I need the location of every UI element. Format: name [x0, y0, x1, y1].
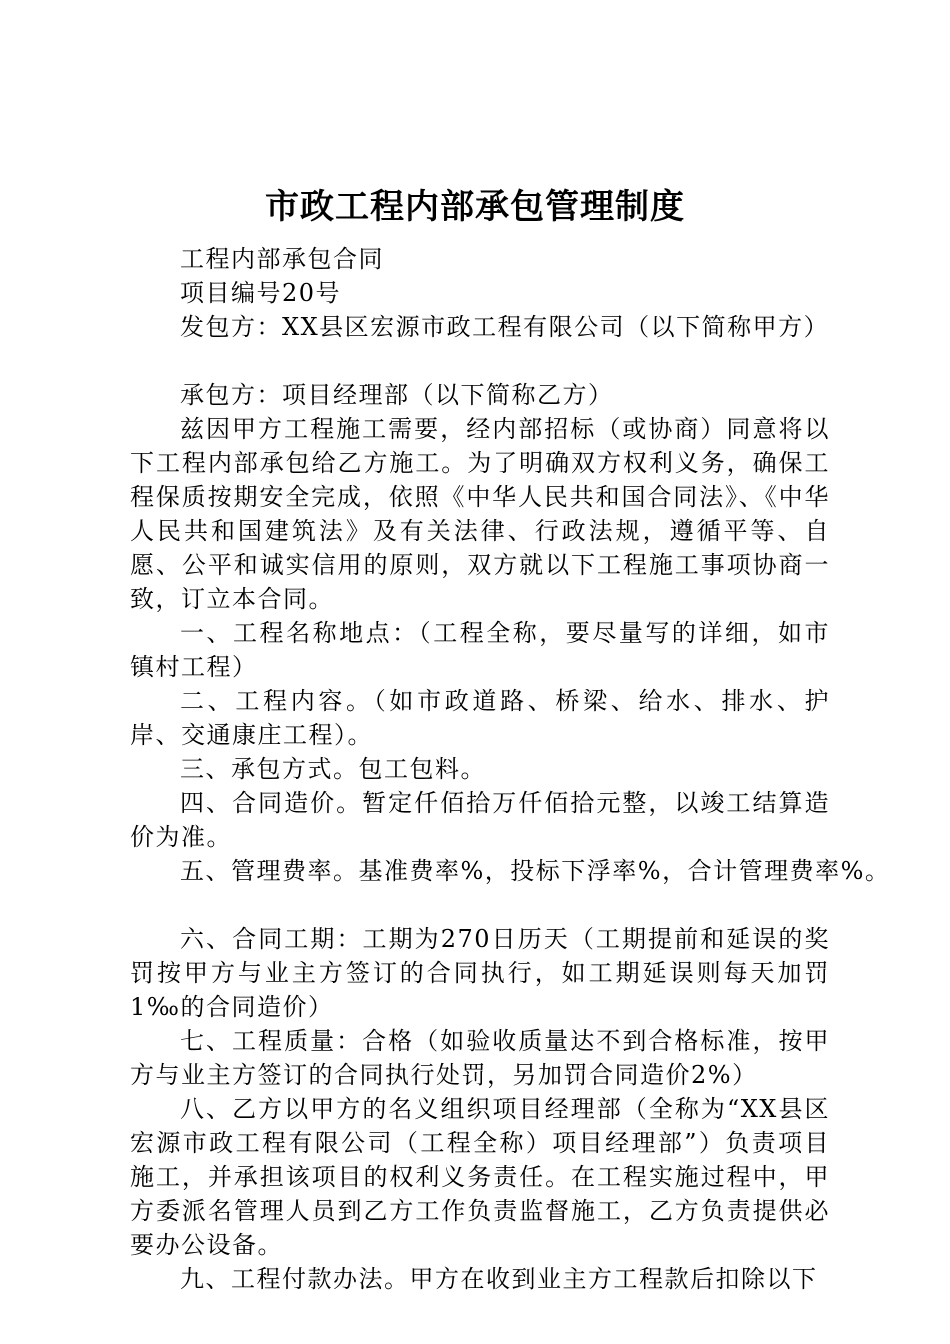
clause-3: 三、承包方式。包工包料。: [180, 755, 486, 783]
clause-5: 五、管理费率。基准费率%，投标下浮率%，合计管理费率%。: [180, 857, 891, 885]
party-a-line: 发包方：XX县区宏源市政工程有限公司（以下简称甲方）: [180, 313, 830, 341]
clause-7: 七、工程质量：合格（如验收质量达不到合格标准，按甲方与业主方签订的合同执行处罚，另加罚合同造价2%）: [130, 1027, 830, 1089]
party-b-line: 承包方：项目经理部（以下简称乙方）: [180, 381, 614, 409]
spacer: [130, 208, 830, 242]
document-title: 市政工程内部承包管理制度: [265, 187, 685, 227]
project-number-line: 项目编号20号: [180, 279, 342, 307]
contract-name-line: 工程内部承包合同: [180, 245, 384, 273]
clause-6: 六、合同工期：工期为270日历天（工期提前和延误的奖罚按甲方与业主方签订的合同执行，如工期延误则每天加罚1‰的合同造价）: [130, 925, 830, 1021]
clause-4: 四、合同造价。暂定仟佰拾万仟佰拾元整，以竣工结算造价为准。: [130, 789, 830, 851]
intro-paragraph: 兹因甲方工程施工需要，经内部招标（或协商）同意将以下工程内部承包给乙方施工。为了明确双方权利义务，确保工程保质按期安全完成，依照《中华人民共和国合同法》、《中华人民共和国建筑法》及有关法律、行政法规，遵循平等、自愿、公平和诚实信用的原则，双方就以下工程施工事项协商一致，订立本合同。: [130, 415, 830, 613]
spacer: [130, 888, 830, 922]
clause-9: 九、工程付款办法。甲方在收到业主方工程款后扣除以下: [180, 1265, 818, 1293]
document-body: [130, 208, 891, 1296]
clause-8: 八、乙方以甲方的名义组织项目经理部（全称为“XX县区宏源市政工程有限公司（工程全称）项目经理部”）负责项目施工，并承担该项目的权利义务责任。在工程实施过程中，甲方委派名管理人员到乙方工作负责监督施工，乙方负责提供必要办公设备。: [130, 1095, 830, 1259]
clause-1: 一、工程名称地点：（工程全称，要尽量写的详细，如市镇村工程）: [130, 619, 830, 681]
clause-2: 二、工程内容。（如市政道路、桥梁、给水、排水、护岸、交通康庄工程）。: [130, 687, 830, 749]
spacer: [130, 344, 830, 378]
